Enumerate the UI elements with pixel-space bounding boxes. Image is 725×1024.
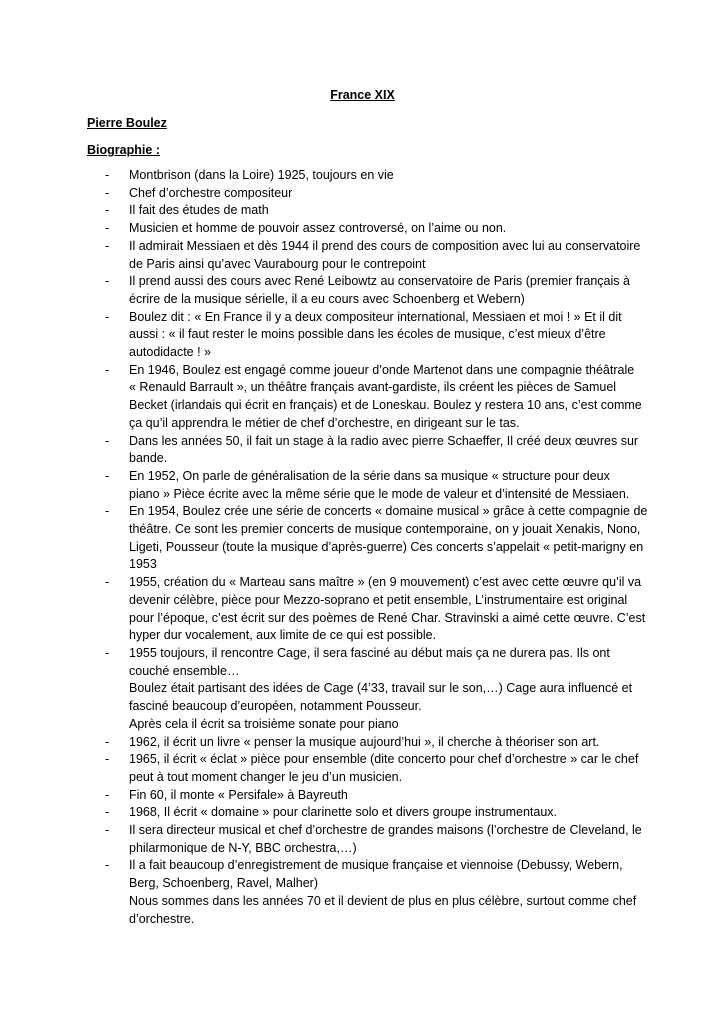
bullet-dash: - [105,185,110,200]
biography-item-line: bande. [129,451,168,466]
biography-item-line: 1955 toujours, il rencontre Cage, il sera fasciné au début mais ça ne durera pas. Ils ont [129,645,610,660]
biography-item-line: peut à tout moment changer le jeu d’un musicien. [129,769,403,784]
biography-item-line: fasciné beaucoup d’européen, notamment Pousseur. [129,699,422,714]
biography-item [87,238,647,273]
biography-item [87,167,647,185]
biography-item-line: couché ensemble… [129,663,240,678]
biography-item-line: hyper dur vocalement, aux limite de ce qui est possible. [129,628,437,643]
biography-item-line: En 1954, Boulez crée une série de concerts « domaine musical » grâce à cette compagnie de [129,504,648,519]
biography-item-line: Boulez était partisant des idées de Cage (4’33, travail sur le son,…) Cage aura influencé et [129,681,633,696]
biography-item [87,503,647,574]
bullet-dash: - [105,752,110,767]
biography-item-line: piano » Pièce écrite avec la même série que le mode de valeur et d’intensité de Messiaen. [129,486,630,501]
biography-item-line: devenir célèbre, pièce pour Mezzo-soprano et petit ensemble, L’instrumentaire est original [129,592,628,607]
bullet-dash: - [105,805,110,820]
biography-item-line: aussi : « il faut rester le moins possible dans les écoles de musique, c’est mieux d’être [129,327,606,342]
biography-item [87,574,647,645]
biography-list [87,167,647,928]
biography-item-line: Fin 60, il monte « Persifale» à Bayreuth [129,787,348,802]
biography-item-line: Nous sommes dans les années 70 et il devient de plus en plus célèbre, surtout comme chef [129,893,637,908]
bullet-dash: - [105,203,110,218]
biography-item [87,202,647,220]
biography-item [87,787,647,805]
biography-item-line: Il admirait Messiaen et dès 1944 il prend des cours de composition avec lui au conservatoire [129,238,641,253]
biography-item-line: philarmonique de N-Y, BBC orchestra,…) [129,840,357,855]
biography-item-line: « Renauld Barrault », un théâtre français avant-gardiste, ils créent les pièces de Samuel [129,380,617,395]
biography-item-line: Ligeti, Pousseur (toute la musique d’après-guerre) Ces concerts s’appelait « petit-marigny en [129,539,644,554]
bullet-dash: - [105,858,110,873]
biography-item-line: 1962, il écrit un livre « penser la musique aujourd’hui », il cherche à théoriser son art. [129,734,600,749]
biography-item-line: autodidacte ! » [129,345,212,360]
bullet-dash: - [105,787,110,802]
biography-item-line: Boulez dit : « En France il y a deux compositeur international, Messiaen et moi ! » Et il dit [129,309,622,324]
biography-item-line: Il fait des études de math [129,203,269,218]
biography-item-line: Becket (irlandais qui écrit en français) et de Loneskau. Boulez y restera 10 ans, c’est comme [129,398,642,413]
biography-item [87,362,647,433]
biography-item [87,857,647,928]
biography-item [87,468,647,503]
bullet-dash: - [105,362,110,377]
biography-item-line: Après cela il écrit sa troisième sonate pour piano [129,716,399,731]
biography-item-line: écrire de la musique sérielle, il a eu cours avec Schoenberg et Webern) [129,291,525,306]
biography-item-line: Il prend aussi des cours avec René Leibowtz au conservatoire de Paris (premier français à [129,274,630,289]
biography-item [87,804,647,822]
biography-item-line: d’orchestre. [129,911,195,926]
biography-item-line: En 1952, On parle de généralisation de la série dans sa musique « structure pour deux [129,468,610,483]
bullet-dash: - [105,504,110,519]
biography-item-line: Montbrison (dans la Loire) 1925, toujours en vie [129,168,394,182]
bullet-dash: - [105,823,110,838]
biography-item-line: 1955, création du « Marteau sans maître » (en 9 mouvement) c’est avec cette œuvre qu’il va [129,575,642,590]
bullet-dash: - [105,274,110,289]
biography-item-line: En 1946, Boulez est engagé comme joueur d’onde Martenot dans une compagnie théâtrale [129,362,635,377]
biography-item [87,433,647,468]
biography-item-line: 1968, Il écrit « domaine » pour clarinette solo et divers groupe instrumentaux. [129,805,558,820]
biography-heading: Biographie : [87,143,160,157]
biography-item-line: ça qu’il apprendra le métier de chef d’orchestre, en dirigeant sur le tas. [129,415,520,430]
bullet-dash: - [105,734,110,749]
biography-item-line: Il a fait beaucoup d’enregistrement de musique française et viennoise (Debussy, Webern, [129,858,623,873]
bullet-dash: - [105,468,110,483]
bullet-dash: - [105,238,110,253]
biography-item-line: 1953 [129,557,157,572]
biography-item-line: Dans les années 50, il fait un stage à la radio avec pierre Schaeffer, Il créé deux œuvres sur [129,433,639,448]
bullet-dash: - [105,433,110,448]
biography-item [87,309,647,362]
biography-item-line: Il sera directeur musical et chef d’orchestre de grandes maisons (l’orchestre de Cleveland, le [129,823,642,838]
bullet-dash: - [105,221,110,236]
biography-item [87,734,647,752]
document-title: France XIX [330,88,395,102]
biography-item [87,273,647,308]
bullet-dash: - [105,168,110,182]
bullet-dash: - [105,309,110,324]
biography-item [87,751,647,786]
biography-item-line: pour l’époque, c’est écrit sur des poèmes de René Char. Stravinski a aimé cette œuvre. C’est [129,610,646,625]
biography-item-line: de Paris ainsi qu’avec Vaurabourg pour le contrepoint [129,256,426,271]
author-heading: Pierre Boulez [87,116,167,130]
biography-item [87,822,647,857]
biography-item-line: Chef d’orchestre compositeur [129,185,293,200]
bullet-dash: - [105,575,110,590]
biography-item-line: théâtre. Ce sont les premier concerts de musique contemporaine, on y jouait Xenakis, Nono, [129,522,641,537]
biography-item [87,220,647,238]
biography-item [87,185,647,203]
biography-item [87,645,647,734]
biography-item-line: Musicien et homme de pouvoir assez controversé, on l’aime ou non. [129,221,507,236]
bullet-dash: - [105,645,110,660]
biography-item-line: 1965, il écrit « éclat » pièce pour ensemble (dite concerto pour chef d’orchestre » car le chef [129,752,639,767]
biography-item-line: Berg, Schoenberg, Ravel, Malher) [129,876,318,891]
